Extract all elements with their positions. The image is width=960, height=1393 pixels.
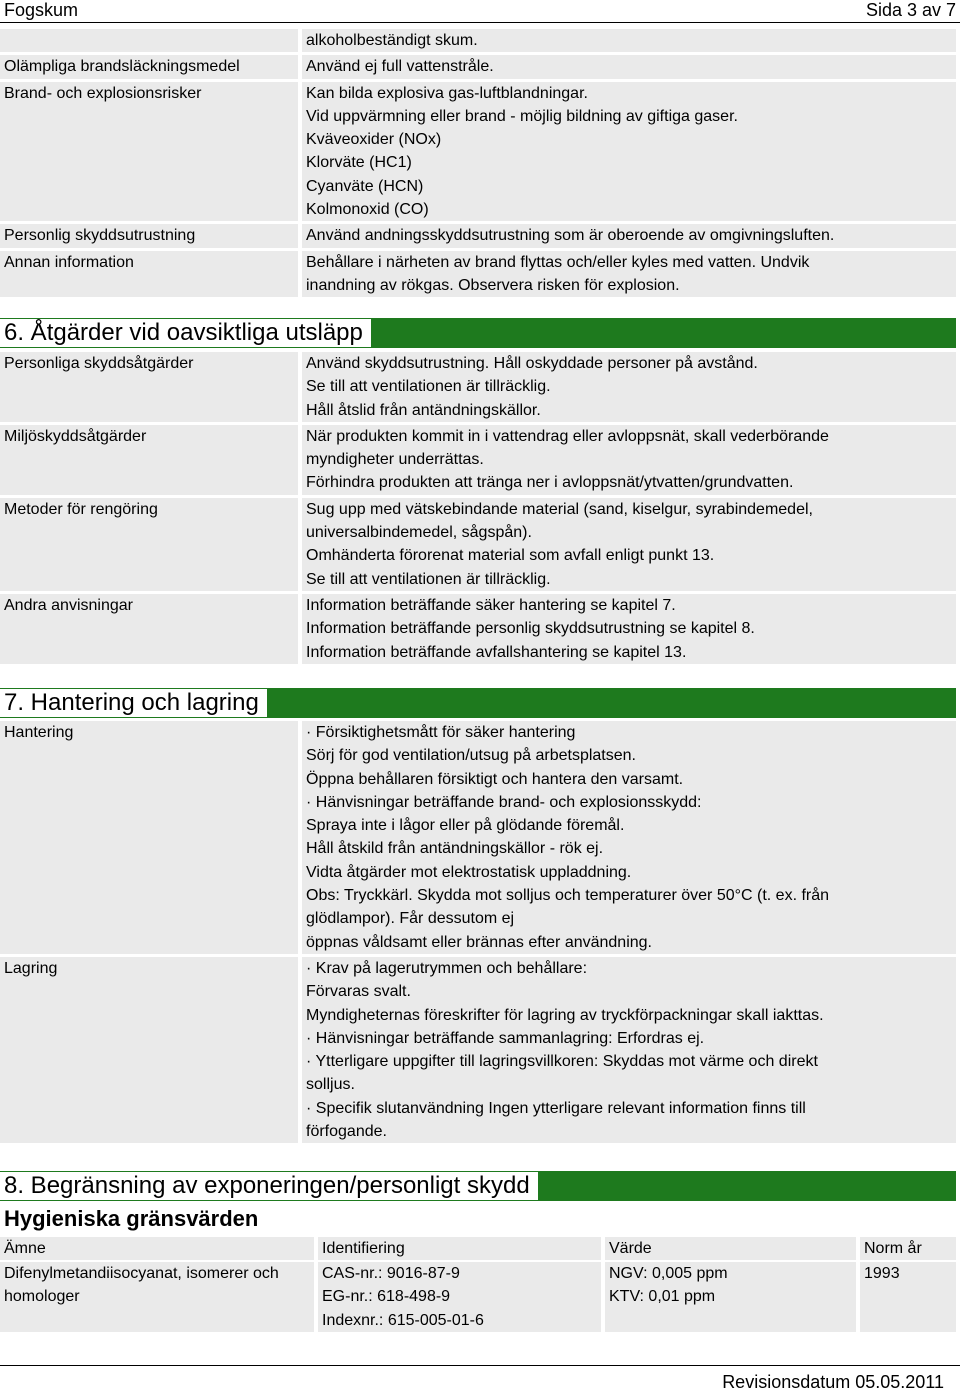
row-label: Hantering <box>0 721 298 954</box>
row-label: Lagring <box>0 957 298 1143</box>
cell-amne: Difenylmetandiisocyanat, isomerer och homologer <box>0 1262 314 1332</box>
value-line: · Ytterligare uppgifter till lagringsvillkoren: Skyddas mot värme och direkt <box>306 1053 818 1071</box>
list-item <box>0 721 956 954</box>
section-6-rows <box>0 352 956 667</box>
list-item <box>0 55 956 78</box>
row-value <box>302 498 956 591</box>
value-line: · Specifik slutanvändning Ingen ytterligare relevant information finns till <box>306 1099 806 1117</box>
value-line: Håll åtslid från antändningskällor. <box>306 401 541 419</box>
list-item <box>0 498 956 591</box>
value-line: Myndigheternas föreskrifter för lagring av tryckförpackningar skall iakttas. <box>306 1006 824 1024</box>
value-line: Förhindra produkten att tränga ner i avloppsnät/ytvatten/grundvatten. <box>306 474 794 492</box>
list-item <box>0 594 956 664</box>
row-label: Olämpliga brandsläckningsmedel <box>0 55 298 78</box>
list-item <box>0 251 956 298</box>
row-label: Andra anvisningar <box>0 594 298 664</box>
value-line: När produkten kommit in i vattendrag eller avloppsnät, skall vederbörande <box>306 427 829 445</box>
value-line: solljus. <box>306 1076 355 1094</box>
value-line: Information beträffande avfallshantering se kapitel 13. <box>306 643 687 661</box>
value-line: Information beträffande säker hantering se kapitel 7. <box>306 596 676 614</box>
value-line: inandning av rökgas. Observera risken för explosion. <box>306 276 680 294</box>
row-label: Annan information <box>0 251 298 298</box>
value-line: Information beträffande personlig skyddsutrustning se kapitel 8. <box>306 620 755 638</box>
list-item <box>0 352 956 422</box>
value-line: Kolmonoxid (CO) <box>306 201 429 219</box>
value-line: Obs: Tryckkärl. Skydda mot solljus och temperaturer över 50°C (t. ex. från <box>306 887 830 905</box>
value-line: · Hänvisningar beträffande sammanlagring: Erfordras ej. <box>306 1029 705 1047</box>
col-header-norm-ar: Norm år <box>860 1237 956 1260</box>
value-line: öppnas våldsamt eller brännas efter användning. <box>306 933 652 951</box>
value-line: universalbindemedel, sågspån). <box>306 524 532 542</box>
value-line: Se till att ventilationen är tillräcklig. <box>306 570 551 588</box>
value-line: · Försiktighetsmått för säker hantering <box>306 724 576 741</box>
col-header-varde: Värde <box>605 1237 856 1260</box>
row-value <box>302 251 956 298</box>
value-line: alkoholbeständigt skum. <box>306 32 478 49</box>
value-line: Sörj för god ventilation/utsug på arbetsplatsen. <box>306 747 636 765</box>
value-line: Använd skyddsutrustning. Håll oskyddade personer på avstånd. <box>306 355 758 372</box>
value-line: Vid uppvärmning eller brand - möjlig bildning av giftiga gaser. <box>306 107 738 125</box>
value-line: myndigheter underrättas. <box>306 451 484 469</box>
list-item <box>0 425 956 495</box>
section-8-title: 8. Begränsning av exponeringen/personligt skydd <box>0 1172 538 1200</box>
limits-table-header <box>0 1237 956 1260</box>
row-value <box>302 721 956 954</box>
value-line: förfogande. <box>306 1123 387 1141</box>
value-line: · Krav på lagerutrymmen och behållare: <box>306 959 588 977</box>
value-line: Håll åtskild från antändningskällor - rök ej. <box>306 840 604 858</box>
cell-norm-ar: 1993 <box>860 1262 956 1332</box>
table-row <box>0 1262 956 1332</box>
value-line: Klorväte (HC1) <box>306 154 412 172</box>
header-rule <box>0 22 960 23</box>
row-value <box>302 29 956 52</box>
row-value <box>302 224 956 247</box>
section-8-subtitle: Hygieniska gränsvärden <box>4 1206 259 1231</box>
value-line: Använd ej full vattenstråle. <box>306 58 494 76</box>
value-line: Förvaras svalt. <box>306 983 411 1001</box>
row-value <box>302 594 956 664</box>
value-line: Vidta åtgärder mot elektrostatisk uppladdning. <box>306 863 632 881</box>
page-number: Sida 3 av 7 <box>865 0 956 20</box>
row-label: Metoder för rengöring <box>0 498 298 591</box>
row-label: Miljöskyddsåtgärder <box>0 425 298 495</box>
revision-date: Revisionsdatum 05.05.2011 <box>722 1372 944 1392</box>
footer-rule <box>0 1365 960 1366</box>
value-line: · Hänvisningar beträffande brand- och explosionsskydd: <box>306 793 702 811</box>
value-line: Öppna behållaren försiktigt och hantera den varsamt. <box>306 770 684 788</box>
row-value <box>302 957 956 1143</box>
value-line: Använd andningsskyddsutrustning som är oberoende av omgivningsluften. <box>306 227 835 245</box>
section-6-title: 6. Åtgärder vid oavsiktliga utsläpp <box>0 319 371 347</box>
row-value <box>302 55 956 78</box>
list-item <box>0 957 956 1143</box>
list-item <box>0 29 956 52</box>
row-label <box>0 29 298 52</box>
page-header <box>0 0 960 22</box>
section-5-rows <box>0 29 956 300</box>
value-line: glödlampor). Får dessutom ej <box>306 910 515 928</box>
row-label: Personliga skyddsåtgärder <box>0 352 298 422</box>
row-value <box>302 352 956 422</box>
row-value <box>302 425 956 495</box>
row-label: Brand- och explosionsrisker <box>0 82 298 222</box>
list-item <box>0 82 956 222</box>
value-line: Omhänderta förorenat material som avfall enligt punkt 13. <box>306 547 715 565</box>
value-line: Spraya inte i lågor eller på glödande föremål. <box>306 817 625 835</box>
section-7-title: 7. Hantering och lagring <box>0 689 267 717</box>
list-item <box>0 224 956 247</box>
value-line: Sug upp med vätskebindande material (sand, kiselgur, syrabindemedel, <box>306 500 813 518</box>
section-7-rows <box>0 721 956 1146</box>
value-line: Behållare i närheten av brand flyttas och/eller kyles med vatten. Undvik <box>306 253 810 271</box>
document-title: Fogskum <box>4 0 79 20</box>
col-header-amne: Ämne <box>0 1237 314 1260</box>
row-label: Personlig skyddsutrustning <box>0 224 298 247</box>
value-line: Kväveoxider (NOx) <box>306 131 442 149</box>
value-line: Se till att ventilationen är tillräcklig. <box>306 378 551 396</box>
cell-varde: NGV: 0,005 ppm KTV: 0,01 ppm <box>605 1262 856 1332</box>
col-header-identifiering: Identifiering <box>318 1237 601 1260</box>
value-line: Cyanväte (HCN) <box>306 177 424 195</box>
row-value <box>302 82 956 222</box>
cell-identifiering: CAS-nr.: 9016-87-9 EG-nr.: 618-498-9 Indexnr.: 615-005-01-6 <box>318 1262 601 1332</box>
value-line: Kan bilda explosiva gas-luftblandningar. <box>306 84 588 102</box>
